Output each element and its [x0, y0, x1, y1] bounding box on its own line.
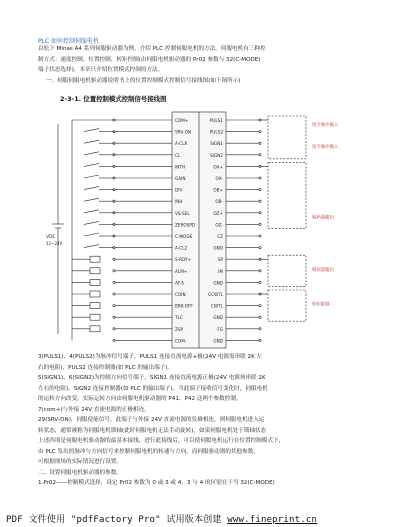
body-line: 左右的电阻)，SIGN2 连接控制器(如 PLC 的输出端子)。当此端子接收信号变化时，伺服电机	[38, 385, 268, 392]
output-load	[90, 268, 100, 274]
intro-line: 端子状态选择)，本章只介绍位置模式控制的方法。	[38, 67, 164, 73]
terminal-label-right: GND	[213, 280, 223, 286]
terminal-label-left: COM+	[175, 118, 189, 123]
body-line: 右的电阻)，PULS2 连接控制器(如 PLC 的输出端子)。	[38, 364, 174, 371]
terminal-node	[113, 328, 115, 330]
body-line: 7(com+)与外接 24V 直流电源的正极相连。	[38, 406, 150, 413]
diagram-annotation: 转矩限制	[312, 302, 330, 308]
terminal-label-right: PULS1	[209, 118, 223, 123]
terminal-label-right: CWTL	[211, 303, 223, 309]
body-line: 可根据现场的实际情况进行设置。	[38, 459, 122, 465]
terminal-node	[259, 235, 261, 237]
terminal-node	[259, 305, 261, 307]
switch-contact	[84, 221, 99, 224]
terminal-node	[259, 328, 261, 330]
switch-contact	[84, 163, 99, 166]
terminal-node	[259, 247, 261, 249]
body-line: 转状态，通常被称为伺服电机锁轴(此时伺服电机无法手动旋转)，如果伺服电机处于锁轴状态	[38, 427, 267, 434]
terminal-label-right: OB-	[215, 199, 223, 205]
body-line: 上述四项是伺服电机驱动器的最基本接线，进行此接线后，可以使伺服电机运行在位置控制模式下，	[38, 438, 285, 444]
diagram-annotation: 指令脉冲输入	[312, 123, 339, 128]
terminal-label-left: VS-SEL	[175, 210, 190, 216]
terminal-label-right: PULS2	[209, 129, 223, 135]
terminal-label-left: CL	[175, 152, 181, 158]
pdf-footer	[6, 512, 317, 525]
terminal-label-left: BRK-OFF	[175, 303, 193, 309]
terminal-label-left: COIN	[175, 292, 186, 297]
terminal-node	[113, 305, 115, 307]
terminal-label-right: GND	[213, 338, 223, 344]
terminal-label-right: SIGN2	[210, 152, 223, 158]
terminal-label-right: OB+	[213, 187, 223, 193]
terminal-node	[259, 142, 261, 144]
terminal-node	[113, 339, 115, 341]
terminal-label-right: CCWTL	[208, 292, 223, 297]
terminal-label-right: GND	[213, 245, 223, 251]
body-line: 由 PLC 发出的脉冲与方向信号来控制伺服电机的转速与方向。而伺服驱动器的其他参数，	[38, 448, 259, 455]
footer-link[interactable]: www.fineprint.cn	[227, 515, 318, 525]
switch-contact	[84, 245, 99, 248]
output-load	[90, 256, 100, 262]
terminal-label-right: GND	[213, 315, 223, 321]
output-load	[90, 291, 100, 297]
switch-contact	[84, 175, 99, 178]
body-line: 29(SRV-ON)，伺服使能信号，此端子与外接 24V 直流电源的负极相连，则伺服电机进入运	[38, 417, 265, 423]
terminal-node	[259, 223, 261, 225]
wiring-diagram	[44, 104, 364, 350]
terminal-node	[259, 339, 261, 341]
switch-contact	[84, 233, 99, 236]
terminal-node	[259, 154, 261, 156]
intro-line: 以松下 Minas A4 系列伺服驱动器为例，介绍 PLC 控制伺服电机的方法。伺服电机有三种控	[38, 46, 266, 52]
output-load	[90, 314, 100, 320]
terminal-label-left: A-CLR	[175, 141, 188, 147]
output-load	[90, 303, 100, 309]
terminal-label-right: SIGN1	[210, 141, 223, 147]
body-line: 5(SIGN1)、6(SIGN2)为控制方向信号端子，SIGN1 连接直流电源正极(24V 电源须串联 2K	[38, 375, 266, 381]
terminal-label-left: ZEROSPD	[175, 222, 196, 228]
terminal-label-right: OZ+	[213, 210, 223, 216]
terminal-label-left: TLC	[175, 315, 183, 321]
output-load	[90, 279, 100, 285]
switch-contact	[84, 129, 99, 132]
terminal-label-right: SP	[217, 257, 223, 263]
switch-contact	[84, 187, 99, 190]
terminal-label-left: DIV	[175, 187, 183, 193]
terminal-node	[259, 281, 261, 283]
output-load	[90, 326, 100, 332]
signal-group-box	[268, 255, 306, 286]
intro-line: 一、伺服伺服电机驱动器说明书上的位置控制模式控制信号接线图(如下图所示)	[46, 77, 241, 84]
section-heading: 2-3-1. 位置控制模式控制信号接线图	[60, 95, 167, 103]
terminal-label-right: CZ	[217, 234, 223, 239]
terminal-label-left: GAIN	[175, 176, 186, 181]
terminal-label-left: ALM+	[175, 268, 188, 274]
terminal-label-left: C-MODE	[175, 234, 193, 239]
terminal-node	[113, 316, 115, 318]
terminal-node	[259, 316, 261, 318]
diagram-annotation: 指令脉冲输入	[312, 145, 339, 150]
terminal-label-left: COM-	[175, 338, 187, 344]
intro-paragraph	[38, 44, 368, 86]
footer-text: PDF 文件使用 "pdfFactory Pro" 试用版本创建	[6, 515, 222, 525]
switch-contact	[84, 210, 99, 213]
switch-contact	[84, 198, 99, 201]
document-title: PLC 如何控制伺服电机	[38, 38, 100, 45]
terminal-node	[259, 177, 261, 179]
signal-group-box	[268, 290, 306, 321]
terminal-node	[259, 212, 261, 214]
terminal-label-right: FG	[217, 326, 223, 332]
signal-group-box	[268, 116, 306, 159]
terminal-label-right: OA+	[213, 164, 223, 170]
diagram-annotation: 模拟量输出	[312, 267, 334, 273]
terminal-node	[259, 200, 261, 202]
terminal-label-left: A-CL2	[175, 245, 188, 251]
switch-contact	[84, 140, 99, 143]
terminal-label-left: ZSP	[175, 326, 184, 332]
terminal-label-right: IM	[218, 268, 223, 274]
terminal-label-left: INH	[175, 199, 183, 205]
terminal-node	[113, 293, 115, 295]
terminal-node	[113, 281, 115, 283]
terminal-node	[113, 258, 115, 260]
body-paragraph	[38, 352, 368, 489]
body-line: 1.Pr02——控制模式选择，设定 Pr02 参数为 0 或 3 或 4，3 与 4 的区别在于当 32(C-MODE)	[38, 480, 275, 486]
terminal-label-right: OZ-	[215, 222, 223, 228]
signal-group-box	[268, 162, 306, 228]
terminal-label-left: S-RDY+	[175, 257, 192, 263]
intro-line: 制方式：速度控制、位置控制、转矩控制(由伺服电机驱动器的 Pr02 参数与 32(C-MODE)	[38, 56, 261, 63]
terminal-node	[259, 189, 261, 191]
power-label: VDC	[46, 235, 56, 240]
body-line: 二、设置伺服电机驱动器的参数。	[38, 469, 122, 476]
diagram-annotation: 编码器输出	[312, 215, 334, 221]
terminal-node	[259, 270, 261, 272]
terminal-label-left: AT-S	[175, 280, 184, 286]
terminal-label-right: OA-	[215, 176, 223, 181]
terminal-node	[113, 270, 115, 272]
body-line: 3(PULS1)、4(PULS2)为脉冲信号端子，PULS1 连接直流电源+极(24V 电源需串联 2K 左	[38, 354, 263, 360]
terminal-label-left: INTH	[175, 164, 186, 170]
switch-contact	[84, 152, 99, 155]
power-voltage-label: 12~24V	[46, 241, 63, 246]
body-line: 的运转方向改变。实际运转方向由伺服电机驱动器的 P41、P42 这两个参数控制。	[38, 396, 242, 402]
terminal-node	[259, 131, 261, 133]
terminal-label-left: SRV-ON	[175, 129, 192, 135]
